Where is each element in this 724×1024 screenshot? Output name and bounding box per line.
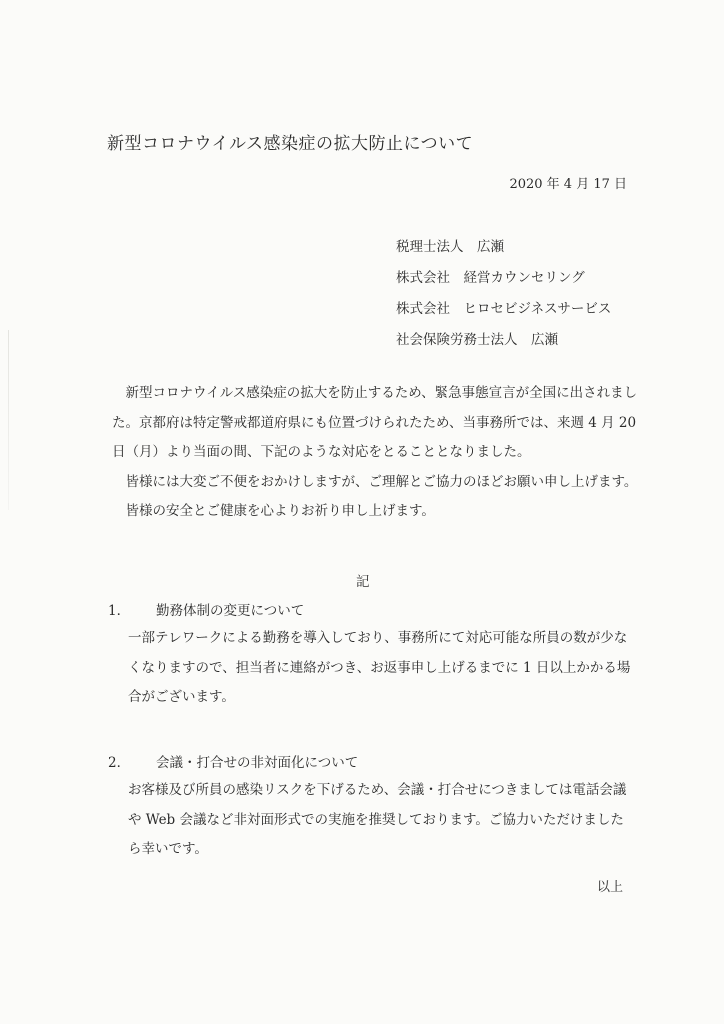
section-title: 会議・打合せの非対面化について [156, 755, 359, 771]
section-heading-2 [108, 751, 358, 771]
intro-line: 新型コロナウイルス感染症の拡大を防止するため、緊急事態宣言が全国に出されまし [112, 385, 638, 401]
section-title: 勤務体制の変更について [156, 603, 305, 619]
sender-line: 税理士法人 広瀬 [396, 239, 504, 255]
sender-line: 社会保険労務士法人 広瀬 [396, 332, 558, 348]
closing-mark: 以上 [596, 880, 623, 895]
section-line: や Web 会議など非対面形式での実施を推奨しております。ご協力いただけました [128, 811, 624, 828]
intro-line: た。京都府は特定警戒都道府県にも位置づけられたため、当事務所では、来週 4 月 20 [112, 414, 637, 431]
section-number: 1． [108, 603, 131, 619]
section-heading-1 [108, 599, 304, 619]
intro-paragraph [112, 379, 638, 527]
intro-line: 日（月）より当面の間、下記のような対応をとることとなりました。 [112, 444, 531, 460]
sender-line: 株式会社 ヒロセビジネスサービス [396, 301, 612, 317]
section-line: くなりますので、担当者に連絡がつき、お返事申し上げるまでに 1 日以上かかる場 [128, 659, 631, 676]
section-line: ら幸いです。 [128, 841, 208, 857]
section-line: 一部テレワークによる勤務を導入しており、事務所にて対応可能な所員の数が少な [128, 630, 628, 646]
section-line: お客様及び所員の感染リスクを下げるため、会議・打合せにつきましては電話会議 [128, 782, 627, 798]
section-body-2 [128, 776, 626, 865]
scan-edge-mark [8, 330, 9, 510]
document-date: 2020 年 4 月 17 日 [509, 177, 627, 192]
intro-line: 皆様の安全とご健康を心よりお祈り申し上げます。 [112, 503, 435, 519]
document-title: 新型コロナウイルス感染症の拡大防止について [107, 134, 474, 154]
ki-heading: 記 [356, 574, 370, 590]
section-body-1 [128, 624, 630, 713]
section-line: 合がございます。 [128, 689, 235, 705]
section-number: 2． [108, 755, 131, 771]
sender-line: 株式会社 経営カウンセリング [396, 270, 585, 286]
intro-line: 皆様には大変ご不便をおかけしますが、ご理解とご協力のほどお願い申し上げます。 [112, 473, 638, 490]
sender-list [396, 232, 611, 356]
